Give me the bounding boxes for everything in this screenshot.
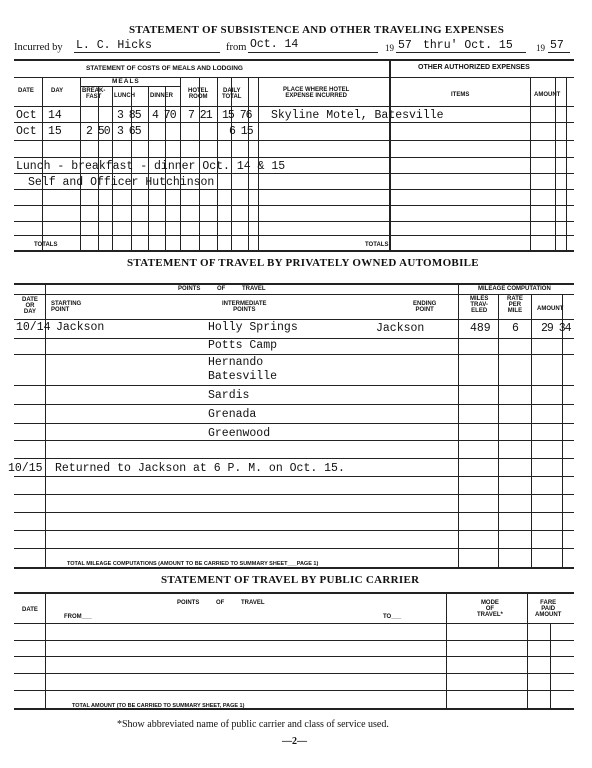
meal-row-2-breakfast: 2 50 [86,125,110,138]
auto-col-intermediate: INTERMEDIATE POINTS [222,301,267,313]
col-breakfast: BREAK- FAST [82,88,106,100]
auto-col-ending: ENDING POINT [413,301,437,313]
auto-row-rate: 6 [512,322,519,335]
meal-row-1-place: Skyline Motel, Batesville [271,109,444,122]
col-date: DATE [18,88,34,94]
from-year-prefix: 19 [385,43,394,53]
intermediate-point-7: Greenwood [208,427,271,440]
meal-note-2: Self and Officer Hutchinson [28,176,215,189]
meal-row-1-dinner: 4 70 [152,109,176,122]
auto-row-miles: 489 [470,322,491,335]
col-meals: MEALS [112,78,140,85]
meal-row-2-date: Oct [16,125,37,138]
col-dinner: DINNER [150,93,174,99]
public-section-title: STATEMENT OF TRAVEL BY PUBLIC CARRIER [161,574,420,586]
auto-col-start: STARTING POINT [51,301,82,313]
auto-col-rate: RATE PER MILE [507,296,523,314]
footnote: *Show abbreviated name of public carrier and class of service used. [117,719,389,730]
intermediate-point-5: Sardis [208,389,250,402]
auto-points-of-travel: POINTS OF TRAVEL [178,286,266,292]
return-text: Returned to Jackson at 6 P. M. on Oct. 15. [55,462,345,475]
from-label: from [226,42,247,53]
public-col-date: DATE [22,607,38,613]
intermediate-point-2: Potts Camp [208,339,278,352]
meal-row-1-day: 14 [48,109,62,122]
public-from-label: FROM___ [64,614,92,620]
meal-row-2-lunch: 3 65 [117,125,141,138]
col-lunch: LUNCH [114,93,135,99]
auto-section-title: STATEMENT OF TRAVEL BY PRIVATELY OWNED AUTOMOBILE [127,257,479,269]
totals-left: TOTALS [34,242,58,248]
meal-row-1-date: Oct [16,109,37,122]
totals-right: TOTALS [365,242,389,248]
incurred-by-label: Incurred by [14,42,63,53]
intermediate-point-4: Batesville [208,370,278,383]
other-expenses-title: OTHER AUTHORIZED EXPENSES [418,64,530,71]
form-title: STATEMENT OF SUBSISTENCE AND OTHER TRAVELING EXPENSES [129,24,505,36]
auto-row-ending: Jackson [376,322,425,335]
meal-row-2-daily: 6 15 [229,125,253,138]
thru-date: thru' Oct. 15 [423,39,513,52]
col-place: PLACE WHERE HOTEL EXPENSE INCURRED [283,87,350,99]
from-year: 57 [398,39,412,52]
public-col-mode: MODE OF TRAVEL* [477,600,503,618]
auto-row-date: 10/14 [16,321,51,334]
to-year: 57 [550,39,564,52]
public-points-of-travel: POINTS OF TRAVEL [177,600,265,606]
mileage-computation: MILEAGE COMPUTATION [478,286,551,292]
meals-section-title: STATEMENT OF COSTS OF MEALS AND LODGING [86,65,243,72]
return-date: 10/15 [8,462,43,475]
public-to-label: TO___ [383,614,402,620]
page-number: —2— [282,736,307,747]
meal-row-1-daily: 15 76 [222,109,252,122]
auto-col-date: DATE OR DAY [22,297,38,315]
meal-row-2-day: 15 [48,125,62,138]
meal-row-1-hotel: 7 21 [188,109,212,122]
incurred-by-value: L. C. Hicks [76,39,152,52]
from-date: Oct. 14 [250,38,299,51]
col-hotel-room: HOTEL ROOM [188,88,209,100]
auto-row-start: Jackson [56,321,105,334]
intermediate-point-3: Hernando [208,356,264,369]
public-col-fare: FARE PAID AMOUNT [535,600,562,618]
col-day: DAY [51,88,64,94]
auto-footer: TOTAL MILEAGE COMPUTATIONS (AMOUNT TO BE CARRIED TO SUMMARY SHEET___PAGE 1) [67,561,319,567]
public-footer: TOTAL AMOUNT (TO BE CARRIED TO SUMMARY SHEET, PAGE 1) [72,703,245,709]
col-amount: AMOUNT [534,92,561,98]
auto-col-amount: AMOUNT [537,306,564,312]
meal-row-1-lunch: 3 85 [117,109,141,122]
auto-col-miles: MILES TRAV- ELED [470,296,489,314]
intermediate-point-6: Grenada [208,408,257,421]
meal-note-1: Lunch - breakfast - dinner Oct. 14 & 15 [16,160,286,173]
intermediate-point-1: Holly Springs [208,321,298,334]
to-year-prefix: 19 [536,43,545,53]
auto-row-amount: 29 34 [541,322,571,335]
col-items: ITEMS [451,92,470,98]
col-daily-total: DAILY TOTAL [222,88,242,100]
